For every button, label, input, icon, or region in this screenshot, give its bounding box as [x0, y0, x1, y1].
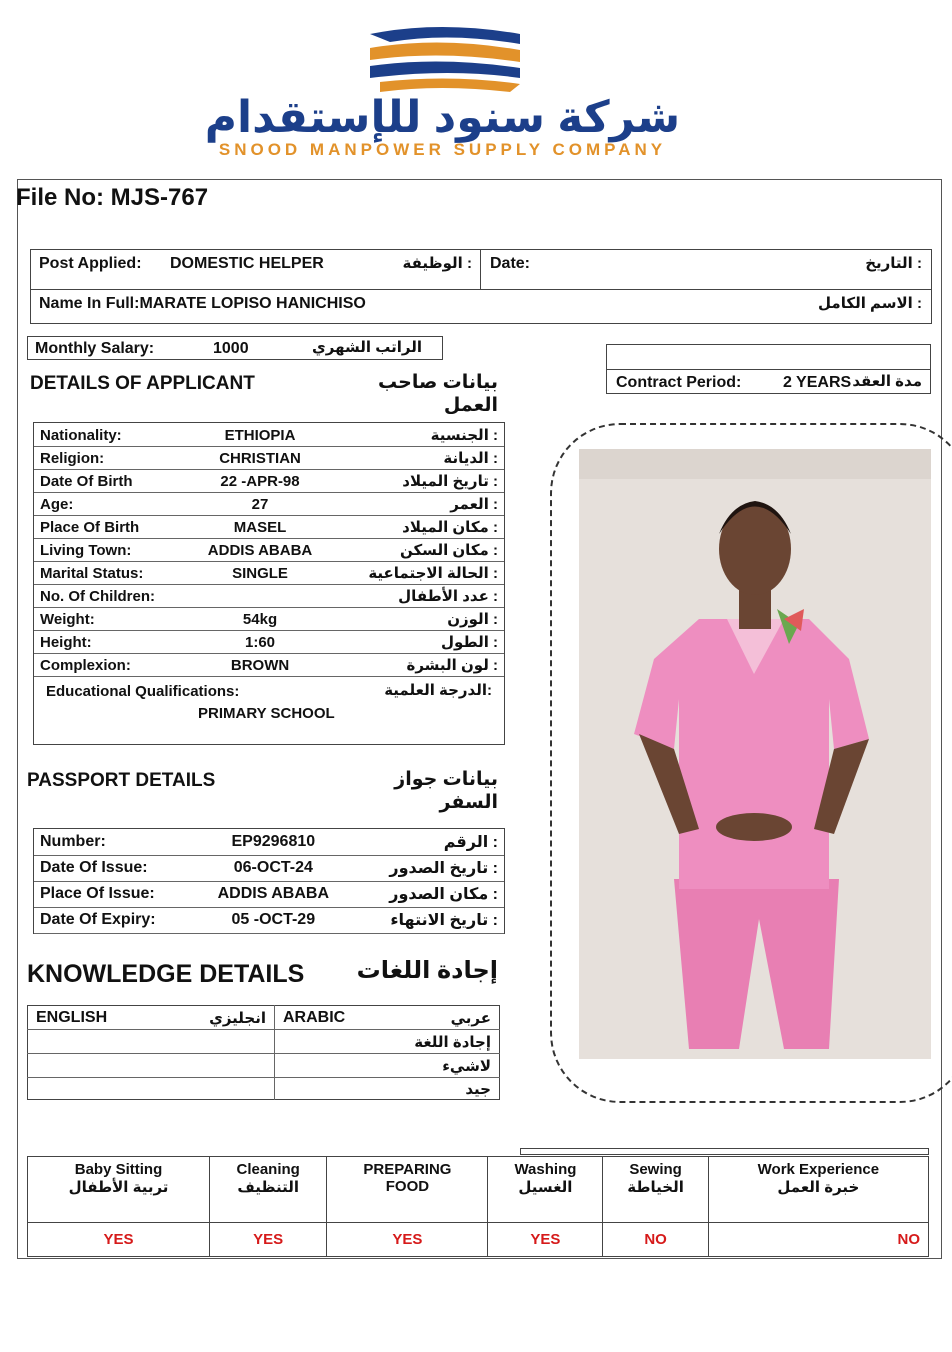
passport-value: EP9296810: [231, 832, 316, 850]
applicant-section-title: DETAILS OF APPLICANT: [30, 373, 255, 394]
detail-label-ar: : الجنسية: [430, 427, 498, 444]
skill-name: Sewing: [629, 1161, 682, 1178]
detail-value: 22 -APR-98: [220, 472, 300, 490]
applicant-detail-row: [34, 516, 504, 539]
detail-label: Living Town:: [40, 541, 132, 559]
detail-value: MASEL: [233, 518, 287, 536]
language-arabic-ar: عربي: [450, 1009, 491, 1027]
skills-top-bar: [520, 1148, 929, 1155]
skill-header: [488, 1157, 603, 1223]
contract-label-ar: مدة العقد: [852, 373, 922, 390]
detail-label: Height:: [40, 633, 92, 651]
applicant-photo: [579, 449, 931, 1059]
skill-value: YES: [488, 1223, 603, 1257]
applicant-detail-row: [34, 539, 504, 562]
passport-label: Date Of Expiry:: [40, 911, 156, 928]
detail-label-ar: : تاريخ الميلاد: [402, 473, 498, 490]
date-label-ar: : التاريخ: [865, 255, 922, 272]
language-english-ar: انجليزي: [209, 1009, 266, 1027]
applicant-detail-row: [34, 608, 504, 631]
detail-value: [189, 585, 331, 608]
skill-name-ar: الغسيل: [518, 1179, 573, 1196]
detail-value: BROWN: [230, 656, 290, 674]
detail-label: Religion:: [40, 449, 105, 467]
passport-label-ar: : تاريخ الصدور: [389, 860, 498, 877]
passport-value: 05 -OCT-29: [231, 911, 316, 928]
skill-value: YES: [28, 1223, 210, 1257]
skill-header: [28, 1157, 210, 1223]
company-name-english: SNOOD MANPOWER SUPPLY COMPANY: [218, 140, 667, 159]
skill-name: PREPARING: [363, 1161, 452, 1178]
detail-value: ADDIS ABABA: [207, 541, 313, 559]
applicant-details-box: [33, 422, 505, 745]
passport-label-ar: : تاريخ الانتهاء: [390, 912, 498, 929]
passport-section-title-ar: بيانات جواز السفر: [394, 769, 498, 813]
detail-label-ar: : مكان الميلاد: [402, 519, 498, 536]
language-arabic-cell: [275, 1006, 500, 1030]
skill-value: YES: [210, 1223, 327, 1257]
language-table: [27, 1005, 500, 1100]
passport-details-table: [34, 829, 504, 934]
skill-name: Washing: [514, 1161, 577, 1178]
detail-label-ar: : الوزن: [447, 611, 498, 628]
applicant-detail-row: [34, 447, 504, 470]
applicant-section-title-ar: بيانات صاحب العمل: [378, 372, 498, 416]
education-label-ar: :الدرجة العلمية: [384, 682, 492, 699]
contract-divider: [606, 369, 931, 370]
language-level-header: إجادة اللغة: [414, 1033, 491, 1051]
detail-label-ar: : العمر: [450, 496, 498, 513]
applicant-detail-row: [34, 585, 504, 608]
detail-label: Age:: [40, 495, 74, 513]
company-logo: [360, 22, 530, 102]
passport-detail-row: [34, 829, 504, 855]
skill-header: [327, 1157, 488, 1223]
post-label: Post Applied:: [39, 255, 142, 272]
language-empty-cell: [28, 1030, 275, 1054]
detail-label: Place Of Birth: [40, 518, 140, 536]
detail-label-ar: : الحالة الاجتماعية: [368, 565, 498, 582]
skill-value: NO: [603, 1223, 708, 1257]
skill-value: YES: [327, 1223, 488, 1257]
language-arabic: ARABIC: [283, 1008, 346, 1026]
salary-label-ar: الراتب الشهري: [312, 339, 422, 356]
skill-header: [708, 1157, 928, 1223]
passport-detail-row: [34, 907, 504, 933]
skill-name-ar: الخياطة: [627, 1179, 684, 1196]
detail-label-ar: : الديانة: [443, 450, 498, 467]
name-label: Name In Full:MARATE LOPISO HANICHISO: [39, 295, 366, 312]
applicant-detail-row: [34, 470, 504, 493]
passport-detail-row: [34, 881, 504, 907]
skills-table: [27, 1156, 929, 1257]
passport-label-ar: : مكان الصدور: [389, 886, 498, 903]
contract-label: Contract Period:: [616, 374, 742, 391]
detail-label-ar: : عدد الأطفال: [398, 588, 498, 605]
passport-detail-row: [34, 855, 504, 881]
file-number: File No: MJS-767: [16, 184, 209, 211]
language-level-none: لاشيء: [442, 1057, 491, 1075]
skill-name-ar: FOOD: [385, 1178, 430, 1195]
applicant-detail-row: [34, 424, 504, 447]
detail-value: SINGLE: [232, 564, 288, 582]
detail-value: 1:60: [245, 633, 276, 651]
skill-name-ar: تربية الأطفال: [68, 1179, 169, 1196]
detail-label-ar: : لون البشرة: [406, 657, 498, 674]
applicant-detail-row: [34, 493, 504, 516]
skill-name: Baby Sitting: [74, 1161, 163, 1178]
passport-label-ar: : الرقم: [443, 833, 498, 851]
applicant-detail-row: [34, 631, 504, 654]
contract-value: 2 YEARS: [783, 374, 852, 391]
detail-value: ETHIOPIA: [224, 426, 296, 444]
detail-label-ar: : الطول: [441, 634, 498, 651]
detail-label: Weight:: [40, 610, 95, 628]
language-english: ENGLISH: [36, 1008, 108, 1026]
passport-label: Number:: [40, 832, 106, 850]
skill-name-ar: خبرة العمل: [777, 1179, 860, 1196]
passport-label: Date Of Issue:: [40, 859, 148, 876]
knowledge-section-title-ar: إجادة اللغات: [356, 957, 498, 984]
detail-label-ar: : مكان السكن: [399, 542, 498, 559]
skill-header: [210, 1157, 327, 1223]
skill-value: NO: [708, 1223, 928, 1257]
language-empty-cell: [28, 1078, 275, 1100]
post-value: DOMESTIC HELPER: [170, 255, 324, 272]
passport-label: Place Of Issue:: [40, 885, 155, 902]
language-empty-cell: [28, 1054, 275, 1078]
applicant-detail-row: [34, 562, 504, 585]
date-label: Date:: [490, 255, 531, 272]
header-divider: [480, 249, 481, 289]
passport-value: ADDIS ABABA: [217, 885, 330, 902]
passport-details-box: [33, 828, 505, 934]
knowledge-section-title: KNOWLEDGE DETAILS: [27, 960, 305, 988]
skill-name-ar: التنظيف: [237, 1179, 299, 1196]
detail-value: CHRISTIAN: [219, 449, 301, 467]
language-level-good: جيد: [465, 1080, 491, 1098]
name-label-ar: : الاسم الكامل: [818, 295, 922, 312]
detail-label: Nationality:: [40, 426, 122, 444]
salary-value: 1000: [213, 340, 249, 357]
passport-section-title: PASSPORT DETAILS: [27, 770, 216, 791]
education-value: PRIMARY SCHOOL: [198, 705, 335, 722]
education-label: Educational Qualifications:: [46, 683, 240, 700]
name-value: MARATE LOPISO HANICHISO: [139, 295, 366, 312]
detail-value: 54kg: [242, 610, 278, 628]
detail-value: 27: [251, 495, 269, 513]
salary-label: Monthly Salary:: [35, 340, 155, 357]
detail-label: Complexion:: [40, 656, 131, 674]
applicant-detail-row: [34, 654, 504, 677]
detail-label: Marital Status:: [40, 564, 144, 582]
skill-name: Work Experience: [757, 1161, 880, 1178]
detail-label: Date Of Birth: [40, 472, 133, 490]
company-name-arabic: شركة سنود للإستقدام: [204, 93, 681, 142]
detail-label: No. Of Children:: [40, 587, 155, 605]
post-label-ar: : الوظيفة: [402, 255, 472, 272]
skill-name: Cleaning: [236, 1161, 300, 1178]
applicant-details-table: [34, 424, 504, 677]
skill-header: [603, 1157, 708, 1223]
passport-value: 06-OCT-24: [233, 859, 313, 876]
language-english-cell: [28, 1006, 275, 1030]
header-row-divider: [30, 289, 932, 290]
